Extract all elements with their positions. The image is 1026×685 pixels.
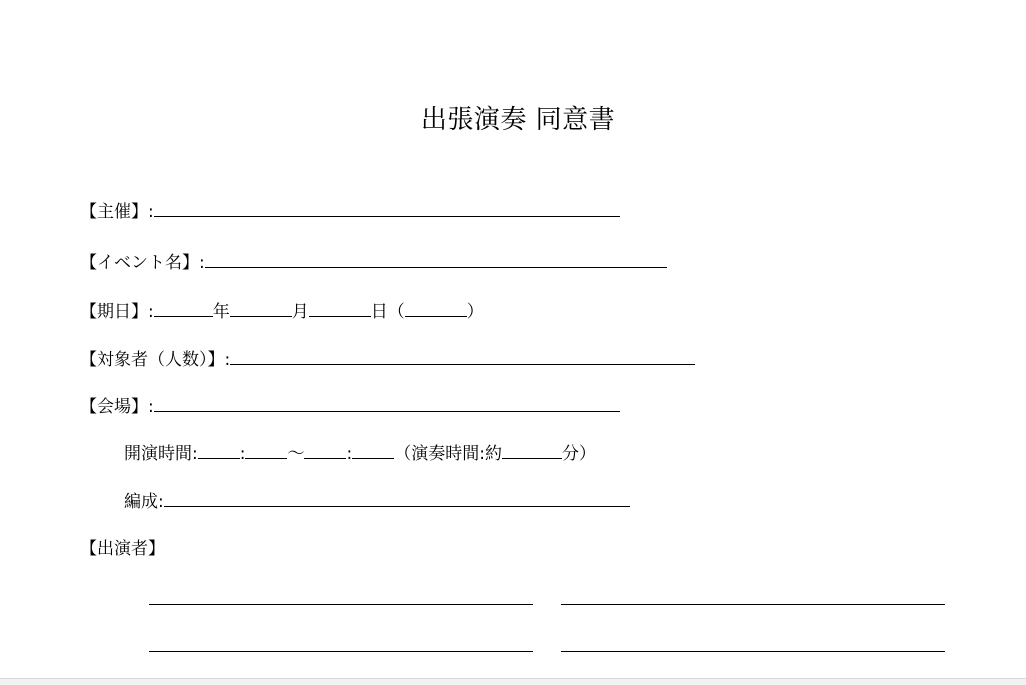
end-minute-blank[interactable] <box>352 442 394 459</box>
event-name-row <box>80 251 667 274</box>
performer-line-3[interactable] <box>149 651 533 652</box>
performer-line-1[interactable] <box>149 604 533 605</box>
duration-open-paren: （ <box>394 444 412 464</box>
document-title: 出張演奏 同意書 <box>420 105 616 135</box>
start-time-label: 開演時間 <box>124 444 192 464</box>
duration-blank[interactable] <box>502 442 562 459</box>
approx-label: 約 <box>484 444 502 464</box>
colon: : <box>199 253 205 273</box>
event-name-label: 【イベント名】 <box>80 253 199 273</box>
weekday-open-paren: （ <box>387 302 405 322</box>
date-row <box>80 300 484 323</box>
month-blank[interactable] <box>230 300 292 317</box>
formation-label: 編成 <box>124 492 158 512</box>
organizer-blank[interactable] <box>154 200 620 217</box>
event-name-blank[interactable] <box>205 251 667 268</box>
year-unit: 年 <box>212 302 230 322</box>
colon: : <box>148 397 154 417</box>
formation-row <box>124 490 630 513</box>
target-row <box>80 348 695 371</box>
venue-label: 【会場】 <box>80 397 148 417</box>
start-time-row <box>124 442 596 465</box>
formation-blank[interactable] <box>164 490 630 507</box>
weekday-close-paren: ） <box>466 302 484 322</box>
date-label: 【期日】 <box>80 302 148 322</box>
target-blank[interactable] <box>230 348 695 365</box>
organizer-label: 【主催】 <box>80 202 148 222</box>
performers-label: 【出演者】 <box>80 539 165 559</box>
organizer-row <box>80 200 620 223</box>
performer-line-2[interactable] <box>561 604 945 605</box>
colon: : <box>148 302 154 322</box>
day-blank[interactable] <box>309 300 371 317</box>
time-colon: : <box>239 444 246 464</box>
month-unit: 月 <box>291 302 309 322</box>
start-minute-blank[interactable] <box>245 442 287 459</box>
performers-row <box>80 538 165 560</box>
end-hour-blank[interactable] <box>304 442 346 459</box>
colon: : <box>224 350 231 370</box>
performer-line-4[interactable] <box>561 651 945 652</box>
colon: : <box>148 202 154 222</box>
year-blank[interactable] <box>154 300 213 317</box>
duration-label: 演奏時間 <box>411 444 480 464</box>
colon: : <box>192 444 198 464</box>
wave-dash: ～ <box>287 444 305 464</box>
start-hour-blank[interactable] <box>198 442 240 459</box>
minutes-unit: 分 <box>561 444 579 464</box>
weekday-blank[interactable] <box>405 300 467 317</box>
colon: : <box>158 492 164 512</box>
venue-row <box>80 395 620 418</box>
colon: : <box>479 444 485 464</box>
target-label: 【対象者（人数）】 <box>80 350 225 370</box>
duration-close-paren: ） <box>578 444 596 464</box>
venue-blank[interactable] <box>154 395 620 412</box>
day-unit: 日 <box>370 302 388 322</box>
time-colon: : <box>346 444 353 464</box>
